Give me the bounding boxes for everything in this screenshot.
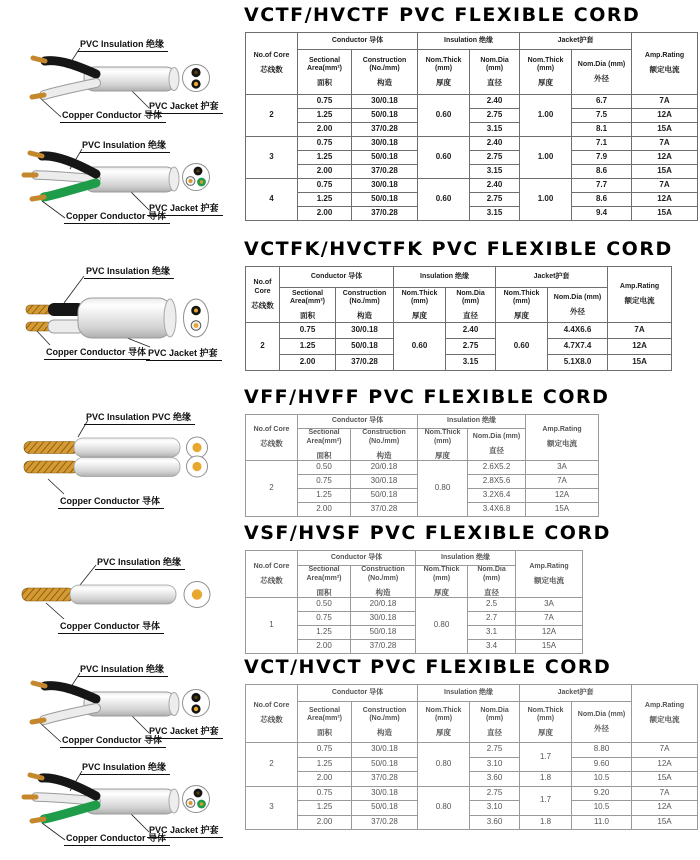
cell: 2.75 — [470, 786, 520, 801]
header-cell: No.of Core 芯线数 — [246, 267, 280, 323]
cell: 2.00 — [298, 772, 352, 787]
cross-section-3core — [183, 164, 210, 191]
cell: 3.15 — [446, 355, 496, 371]
header-cell: Construction (No./mm) 构造 — [351, 566, 416, 598]
cell: 3.4 — [468, 639, 516, 653]
section-title-vctf: VCTF/HVCTF PVC FLEXIBLE CORD — [244, 4, 641, 26]
cell: 2 — [246, 743, 298, 787]
cell: 3.60 — [470, 772, 520, 787]
cell: 1.25 — [298, 109, 352, 123]
cell: 3.1 — [468, 625, 516, 639]
cell: 3.15 — [470, 207, 520, 221]
cell: 12A — [632, 109, 698, 123]
cell: 4 — [246, 179, 298, 221]
cell: 12A — [632, 193, 698, 207]
header-cell: Sectional Area(mm²) 面积 — [298, 566, 351, 598]
cable-diagram-2core — [0, 35, 245, 135]
cell: 1.25 — [298, 801, 352, 816]
cell: 2 — [246, 460, 298, 516]
cell: 50/0.18 — [352, 193, 418, 207]
cell: 8.6 — [572, 193, 632, 207]
cell: 3.4X6.8 — [468, 502, 526, 516]
cell: 12A — [632, 757, 698, 772]
copper-tip — [32, 95, 44, 97]
cell: 12A — [632, 801, 698, 816]
label-pvc-insulation: PVC Insulation 绝缘 — [84, 264, 174, 279]
cross-section-parallel — [187, 437, 208, 477]
label-copper-conductor: Copper Conductor 导体 — [60, 108, 166, 123]
leader-line — [39, 97, 61, 117]
header-cell: Conductor 导体 — [298, 33, 418, 50]
copper-tip — [32, 197, 44, 199]
cell: 1.7 — [520, 786, 572, 815]
label-copper-conductor: Copper Conductor 导体 — [64, 831, 170, 846]
cell: 50/0.18 — [351, 625, 416, 639]
black-wire — [33, 683, 96, 699]
header-cell: Amp.Rating 额定电流 — [526, 415, 599, 461]
cell: 2 — [246, 95, 298, 137]
header-cell: Jacket护套 — [520, 33, 632, 50]
header-cell: Nom.Dia (mm) 直径 — [468, 566, 516, 598]
header-cell: Sectional Area(mm²) 面积 — [298, 429, 351, 461]
cell: 0.75 — [298, 137, 352, 151]
cell: 12A — [632, 151, 698, 165]
header-cell: Amp.Rating 额定电流 — [516, 551, 583, 598]
cross-section-2core — [183, 690, 210, 717]
cell: 0.60 — [418, 137, 470, 179]
header-cell: Nom.Thick (mm) 厚度 — [418, 702, 470, 743]
header-cell: Insulation 绝缘 — [418, 415, 526, 429]
cell: 50/0.18 — [336, 339, 394, 355]
label-copper-conductor: Copper Conductor 导体 — [58, 494, 164, 509]
cell: 3.10 — [470, 801, 520, 816]
header-cell: Construction (No./mm) 构造 — [336, 288, 394, 323]
cell: 7A — [632, 743, 698, 758]
label-pvc-jacket: PVC Jacket 护套 — [147, 99, 223, 114]
cell: 7A — [516, 611, 583, 625]
header-cell: Sectional Area(mm²) 面积 — [280, 288, 336, 323]
cell: 1.8 — [520, 772, 572, 787]
header-cell: No.of Core 芯线数 — [246, 551, 298, 598]
cell: 2.00 — [298, 123, 352, 137]
header-cell: Nom.Dia (mm) 直径 — [446, 288, 496, 323]
header-cell: Nom.Dia (mm) 外径 — [572, 702, 632, 743]
cell: 15A — [526, 502, 599, 516]
cell: 37/0.28 — [352, 772, 418, 787]
cell: 4.7X7.4 — [548, 339, 608, 355]
cell: 0.60 — [394, 323, 446, 371]
black-wire — [33, 58, 96, 74]
cell: 1.25 — [298, 151, 352, 165]
section-title-vff: VFF/HVFF PVC FLEXIBLE CORD — [244, 386, 610, 408]
cell: 12A — [516, 625, 583, 639]
cell: 2.6X5.2 — [468, 460, 526, 474]
cell: 1.7 — [520, 743, 572, 772]
cell: 0.50 — [298, 597, 351, 611]
cell: 30/0.18 — [351, 474, 418, 488]
white-wire — [24, 175, 96, 179]
cell: 0.60 — [496, 323, 548, 371]
header-cell: Nom.Thick (mm) 厚度 — [520, 702, 572, 743]
cell: 2.40 — [470, 137, 520, 151]
header-cell: No.of Core 芯线数 — [246, 415, 298, 461]
jacket-end-cap — [164, 299, 176, 337]
header-cell: Jacket护套 — [520, 685, 632, 702]
cell: 6.7 — [572, 95, 632, 109]
leader-line — [80, 565, 96, 585]
cell: 30/0.18 — [336, 323, 394, 339]
header-cell: Nom.Thick (mm) 厚度 — [520, 50, 572, 95]
cable-diagram-flat — [0, 258, 245, 376]
cell: 1.00 — [520, 95, 572, 137]
cell: 0.75 — [298, 786, 352, 801]
label-pvc-insulation: PVC Insulation 绝缘 — [80, 760, 170, 775]
cell: 15A — [632, 123, 698, 137]
header-cell: Insulation 绝缘 — [394, 267, 496, 288]
copper-tip — [22, 588, 74, 601]
cell: 2.00 — [280, 355, 336, 371]
label-pvc-insulation: PVC Insulation 绝缘 — [78, 662, 168, 677]
cell: 37/0.28 — [351, 639, 416, 653]
cell: 20/0.18 — [351, 460, 418, 474]
white-wire — [70, 585, 176, 604]
cell: 3A — [516, 597, 583, 611]
section-title-vct: VCT/HVCT PVC FLEXIBLE CORD — [244, 656, 612, 678]
cell: 7.5 — [572, 109, 632, 123]
cell: 50/0.18 — [351, 488, 418, 502]
label-copper-conductor: Copper Conductor 导体 — [60, 733, 166, 748]
label-pvc-insulation: PVC Insulation 绝缘 — [80, 138, 170, 153]
copper-tip — [32, 720, 44, 722]
cell: 2.40 — [446, 323, 496, 339]
cable-jacket — [78, 298, 172, 338]
jacket-end-cap — [169, 68, 179, 91]
cell: 7A — [632, 179, 698, 193]
cell: 7A — [526, 474, 599, 488]
cell: 15A — [516, 639, 583, 653]
cell: 5.1X8.0 — [548, 355, 608, 371]
cell: 8.80 — [572, 743, 632, 758]
label-pvc-insulation: PVC Insulation 绝缘 — [95, 555, 185, 570]
label-copper-conductor: Copper Conductor 导体 — [58, 619, 164, 634]
cell: 37/0.28 — [352, 165, 418, 179]
cell: 30/0.18 — [352, 137, 418, 151]
cell: 37/0.28 — [351, 502, 418, 516]
cell: 1.00 — [520, 179, 572, 221]
header-cell: Nom.Thick (mm) 厚度 — [418, 429, 468, 461]
cross-section-3core — [183, 786, 210, 813]
cell: 1.25 — [280, 339, 336, 355]
cell: 2.00 — [298, 207, 352, 221]
leader-line — [48, 479, 64, 494]
white-wire — [74, 438, 180, 457]
spec-table-vsf — [245, 550, 583, 654]
cross-section-single — [184, 582, 210, 608]
white-wire — [24, 797, 96, 801]
cell: 2.00 — [298, 639, 351, 653]
header-cell: Construction (No./mm) 构造 — [352, 50, 418, 95]
header-cell: Nom.Dia (mm) 外径 — [572, 50, 632, 95]
cell: 3.2X6.4 — [468, 488, 526, 502]
header-cell: Construction (No./mm) 构造 — [352, 702, 418, 743]
white-wire — [32, 708, 96, 722]
cell: 2.00 — [298, 502, 351, 516]
copper-tip — [30, 153, 42, 156]
section-title-vctfk: VCTFK/HVCTFK PVC FLEXIBLE CORD — [244, 238, 673, 260]
white-wire — [74, 458, 180, 477]
header-cell: Conductor 导体 — [298, 551, 416, 566]
label-pvc-jacket: PVC Jacket 护套 — [146, 346, 222, 361]
cell: 0.75 — [280, 323, 336, 339]
cell: 12A — [526, 488, 599, 502]
cell: 0.75 — [298, 611, 351, 625]
header-cell: Insulation 绝缘 — [418, 33, 520, 50]
cell: 7A — [632, 137, 698, 151]
cell: 50/0.18 — [352, 109, 418, 123]
cell: 37/0.28 — [352, 815, 418, 830]
header-cell: Nom.Thick (mm) 厚度 — [416, 566, 468, 598]
cross-section-flat — [184, 299, 209, 337]
cell: 1.00 — [520, 137, 572, 179]
cable-diagram-parallel — [0, 400, 245, 515]
header-cell: Conductor 导体 — [280, 267, 394, 288]
cell: 2.75 — [470, 109, 520, 123]
cell: 12A — [608, 339, 672, 355]
cell: 1 — [246, 597, 298, 653]
cell: 0.75 — [298, 743, 352, 758]
cell: 2.75 — [470, 193, 520, 207]
cell: 1.25 — [298, 193, 352, 207]
leader-line — [36, 330, 50, 345]
header-cell: Insulation 绝缘 — [418, 685, 520, 702]
label-pvc-jacket: PVC Jacket 护套 — [147, 724, 223, 739]
white-wire — [32, 83, 96, 97]
header-cell: Nom.Dia (mm) 直径 — [470, 50, 520, 95]
cell: 2.75 — [446, 339, 496, 355]
copper-tip — [33, 58, 45, 61]
leader-line — [39, 722, 61, 742]
header-cell: No.of Core 芯线数 — [246, 33, 298, 95]
label-pvc-jacket: PVC Jacket 护套 — [147, 823, 223, 838]
cell: 30/0.18 — [352, 743, 418, 758]
cell: 15A — [632, 815, 698, 830]
cell: 4.4X6.6 — [548, 323, 608, 339]
header-cell: Conductor 导体 — [298, 685, 418, 702]
cell: 2.5 — [468, 597, 516, 611]
cross-section-2core — [183, 65, 210, 92]
header-cell: Nom.Thick (mm) 厚度 — [394, 288, 446, 323]
jacket-end-cap — [169, 167, 179, 191]
green-wire — [32, 805, 96, 821]
cell: 10.5 — [572, 801, 632, 816]
label-copper-conductor: Copper Conductor 导体 — [44, 345, 150, 360]
cell: 2.8X5.6 — [468, 474, 526, 488]
header-cell: Sectional Area(mm²) 面积 — [298, 50, 352, 95]
copper-tip — [30, 775, 42, 778]
cell: 2.7 — [468, 611, 516, 625]
cell: 2.40 — [470, 179, 520, 193]
cell: 50/0.18 — [352, 757, 418, 772]
cell: 7.9 — [572, 151, 632, 165]
jacket-end-cap — [169, 693, 179, 716]
cell: 0.60 — [418, 179, 470, 221]
spec-table-vff — [245, 414, 599, 517]
cell: 1.25 — [298, 625, 351, 639]
label-pvc-insulation: PVC Insulation PVC 绝缘 — [84, 410, 195, 425]
cell: 7.7 — [572, 179, 632, 193]
spec-table-vctfk — [245, 266, 672, 371]
cell: 3.60 — [470, 815, 520, 830]
header-cell: Amp.Rating 额定电流 — [632, 685, 698, 743]
header-cell: Nom.Thick (mm) 厚度 — [496, 288, 548, 323]
leader-line — [42, 823, 65, 840]
cell: 15A — [608, 355, 672, 371]
copper-tip — [24, 442, 78, 454]
cell: 2.75 — [470, 743, 520, 758]
header-cell: Insulation 绝缘 — [416, 551, 516, 566]
cell: 0.75 — [298, 179, 352, 193]
cell: 37/0.28 — [352, 123, 418, 137]
cell: 3 — [246, 786, 298, 830]
label-copper-conductor: Copper Conductor 导体 — [64, 209, 170, 224]
cell: 8.1 — [572, 123, 632, 137]
label-pvc-insulation: PVC Insulation 绝缘 — [78, 37, 168, 52]
header-cell: Nom.Dia (mm) 外径 — [548, 288, 608, 323]
cell: 2.00 — [298, 815, 352, 830]
cell: 7A — [632, 95, 698, 109]
header-cell: Sectional Area(mm²) 面积 — [298, 702, 352, 743]
header-cell: Nom.Dia (mm) 直径 — [468, 429, 526, 461]
leader-line — [46, 603, 64, 619]
cell: 3.10 — [470, 757, 520, 772]
cell: 50/0.18 — [352, 151, 418, 165]
spec-table-vct — [245, 684, 698, 830]
section-title-vsf: VSF/HVSF PVC FLEXIBLE CORD — [244, 522, 611, 544]
cell: 30/0.18 — [352, 179, 418, 193]
cable-diagram-3core — [0, 755, 245, 860]
cell: 0.80 — [418, 743, 470, 787]
cell: 20/0.18 — [351, 597, 416, 611]
cell: 9.20 — [572, 786, 632, 801]
cell: 0.60 — [418, 95, 470, 137]
cell: 37/0.28 — [352, 207, 418, 221]
header-cell: Construction (No./mm) 构造 — [351, 429, 418, 461]
cell: 30/0.18 — [352, 95, 418, 109]
cell: 1.8 — [520, 815, 572, 830]
header-cell: Amp.Rating 额定电流 — [632, 33, 698, 95]
cell: 0.75 — [298, 95, 352, 109]
cell: 11.0 — [572, 815, 632, 830]
green-wire — [32, 183, 96, 199]
header-cell: Jacket护套 — [496, 267, 608, 288]
cell: 7A — [632, 786, 698, 801]
cell: 37/0.28 — [336, 355, 394, 371]
leader-line — [42, 201, 65, 218]
cell: 15A — [632, 165, 698, 179]
cell: 8.6 — [572, 165, 632, 179]
leader-line — [64, 276, 84, 303]
cell: 0.80 — [418, 786, 470, 830]
cell: 15A — [632, 207, 698, 221]
cell: 2.00 — [298, 165, 352, 179]
cell: 7.1 — [572, 137, 632, 151]
header-cell: Amp.Rating 额定电流 — [608, 267, 672, 323]
cell: 0.75 — [298, 474, 351, 488]
cell: 30/0.18 — [352, 786, 418, 801]
cell: 0.80 — [416, 597, 468, 653]
header-cell: Conductor 导体 — [298, 415, 418, 429]
cable-diagram-3core — [0, 133, 245, 233]
cable-diagram-2core — [0, 660, 245, 760]
cell: 3.15 — [470, 123, 520, 137]
cell: 9.60 — [572, 757, 632, 772]
spec-table-vctf — [245, 32, 698, 221]
cell: 2.75 — [470, 151, 520, 165]
cell: 50/0.18 — [352, 801, 418, 816]
cell: 3 — [246, 137, 298, 179]
copper-tip — [24, 461, 78, 473]
cell: 0.50 — [298, 460, 351, 474]
cable-diagram-single — [0, 535, 245, 650]
cell: 1.25 — [298, 488, 351, 502]
header-cell: Nom.Dia (mm) 直径 — [470, 702, 520, 743]
copper-tip — [32, 819, 44, 821]
cell: 30/0.18 — [351, 611, 416, 625]
cell: 1.25 — [298, 757, 352, 772]
cell: 2 — [246, 323, 280, 371]
cell: 15A — [632, 772, 698, 787]
cell: 7A — [608, 323, 672, 339]
cell: 3A — [526, 460, 599, 474]
cell: 2.40 — [470, 95, 520, 109]
cell: 0.80 — [418, 460, 468, 516]
cell: 3.15 — [470, 165, 520, 179]
cell: 10.5 — [572, 772, 632, 787]
header-cell: No.of Core 芯线数 — [246, 685, 298, 743]
copper-tip — [33, 683, 45, 686]
cell: 9.4 — [572, 207, 632, 221]
header-cell: Nom.Thick (mm) 厚度 — [418, 50, 470, 95]
label-pvc-jacket: PVC Jacket 护套 — [147, 201, 223, 216]
jacket-end-cap — [169, 789, 179, 813]
